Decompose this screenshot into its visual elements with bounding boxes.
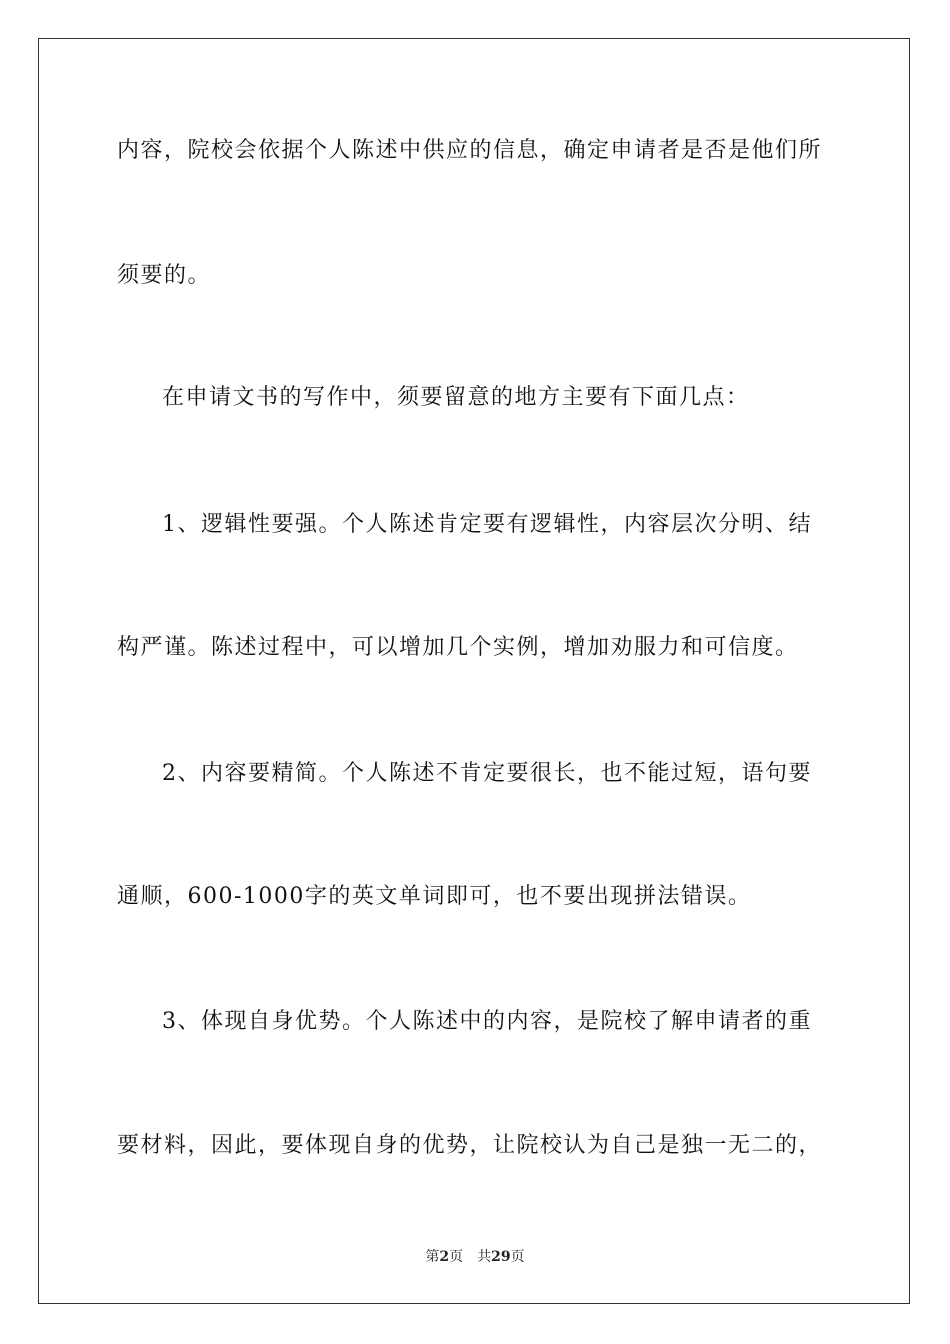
point-3-line-1: 3、体现自身优势。个人陈述中的内容，是院校了解申请者的重 — [162, 1009, 812, 1034]
point-2-line-1: 2、内容要精简。个人陈述不肯定要很长，也不能过短，语句要 — [162, 761, 812, 786]
page-prefix: 第 — [425, 1249, 440, 1265]
body-text-line-2: 须要的。 — [117, 263, 212, 288]
page-number: 2 — [439, 1249, 450, 1265]
page-suffix: 页 — [449, 1249, 464, 1265]
body-text-line-1: 内容，院校会依据个人陈述中供应的信息，确定申请者是否是他们所 — [117, 138, 823, 163]
point-2-line-2: 通顺，600-1000字的英文单词即可，也不要出现拼法错误。 — [117, 884, 752, 909]
point-3-line-2: 要材料，因此，要体现自身的优势，让院校认为自己是独一无二的， — [117, 1133, 823, 1158]
point-1-line-1: 1、逻辑性要强。个人陈述肯定要有逻辑性，内容层次分明、结 — [162, 512, 812, 537]
page-footer — [0, 1248, 950, 1266]
page-border — [38, 38, 910, 1304]
paragraph-intro: 在申请文书的写作中，须要留意的地方主要有下面几点： — [162, 385, 750, 410]
total-pages: 29 — [491, 1249, 511, 1265]
point-1-line-2: 构严谨。陈述过程中，可以增加几个实例，增加劝服力和可信度。 — [117, 635, 799, 660]
total-suffix: 页 — [510, 1249, 525, 1265]
total-prefix: 共 — [477, 1249, 492, 1265]
